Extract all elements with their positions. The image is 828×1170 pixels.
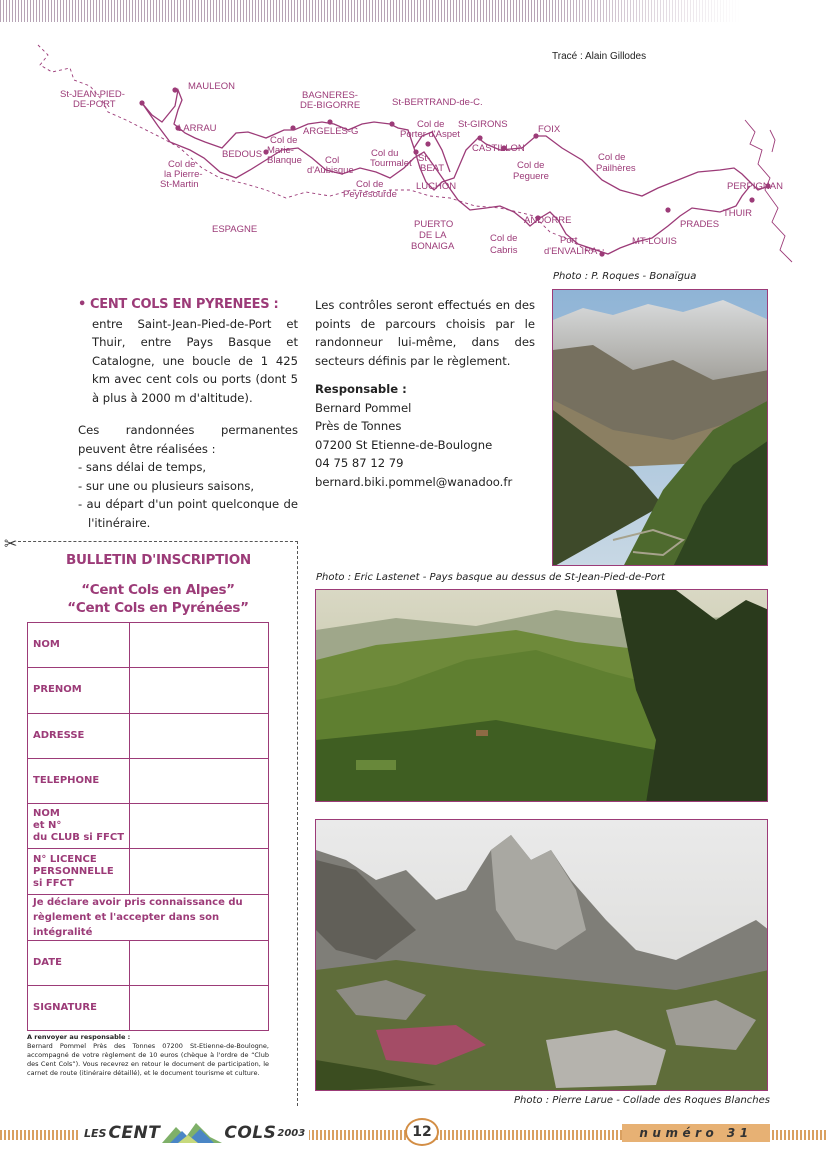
photo-credit-bonaigua: Photo : P. Roques - Bonaïgua (553, 271, 697, 282)
send-instructions (27, 1033, 269, 1078)
label-col-peyresourde-2: Peyresourde (343, 189, 397, 200)
label-argeles: ARGELES-G (303, 126, 359, 137)
label-castillon: CASTILLON (472, 143, 525, 154)
label-club-line: du CLUB si FFCT (33, 832, 125, 844)
intro-heading (78, 296, 298, 315)
label-col-peguere-1: Col de (517, 160, 545, 171)
controls-column (315, 296, 535, 491)
input-adresse[interactable] (130, 713, 269, 758)
label-licence-line: N° LICENCE (33, 853, 97, 865)
intro-paragraph-2: Ces randonnées permanentes peuvent être réalisées : (78, 423, 298, 456)
form-row-declaration (28, 894, 269, 940)
map-coast-line-2 (770, 130, 775, 152)
label-st-beat-2: BEAT (420, 163, 445, 174)
brand-year: 2003 (277, 1127, 306, 1139)
input-licence[interactable] (130, 849, 269, 894)
label-puerto-1: PUERTO (414, 219, 454, 230)
label-col-aubisque-1: Col (325, 155, 340, 166)
label-nom: NOM (28, 623, 130, 668)
form-subtitle-alpes: “Cent Cols en Alpes” (81, 582, 235, 598)
send-label: A renvoyer au responsable : (27, 1033, 131, 1041)
label-col-pailheres-2: Pailhères (596, 163, 636, 174)
form-row-club (28, 804, 269, 849)
photo-roques-blanches (315, 819, 768, 1091)
responsable-address-1: Près de Tonnes (315, 419, 402, 433)
label-col-pierre-3: St-Martin (160, 179, 199, 190)
form-subtitle-pyrenees: “Cent Cols en Pyrénées” (67, 600, 249, 616)
label-col-tourmalet-1: Col du (371, 148, 399, 159)
label-licence-line: PERSONNELLE (33, 865, 114, 877)
photo-pays-basque (315, 589, 768, 802)
intro-column (78, 296, 298, 532)
route-map (30, 40, 800, 265)
input-date[interactable] (130, 940, 269, 985)
label-port-envalira-2: d'ENVALIRA (544, 246, 598, 257)
label-club-line: et N° (33, 820, 62, 832)
label-st-jean-1: St-JEAN-PIED- (60, 89, 125, 100)
label-st-beat-1: St- (418, 153, 431, 164)
label-signature: SIGNATURE (28, 986, 130, 1031)
label-bedous: BEDOUS (222, 149, 263, 160)
responsable-email[interactable]: bernard.biki.pommel@wanadoo.fr (315, 474, 513, 489)
photo-bonaigua-image (553, 290, 768, 566)
label-puerto-2: DE LA (419, 230, 447, 241)
photo-credit-pays-basque: Photo : Eric Lastenet - Pays basque au dessus de St-Jean-Pied-de-Port (316, 572, 665, 583)
label-col-porter-2: Porter d'Aspet (400, 129, 460, 140)
intro-list-item: - sur une ou plusieurs saisons, (78, 478, 255, 493)
label-col-pailheres-1: Col de (598, 152, 626, 163)
label-andorre: ANDORRE (524, 215, 572, 226)
form-row-date (28, 940, 269, 985)
label-perpignan: PERPIGNAN (727, 181, 783, 192)
label-date: DATE (28, 940, 130, 985)
responsable-label: Responsable : (315, 382, 407, 396)
responsable-address-2: 07200 St Etienne-de-Boulogne (315, 437, 493, 452)
label-telephone: TELEPHONE (28, 758, 130, 803)
label-luchon: LUCHON (416, 181, 457, 192)
label-st-jean-2: DE-PORT (73, 99, 116, 110)
label-mauleon: MAULEON (188, 81, 235, 92)
photo-pays-basque-image (316, 590, 768, 802)
photo-bonaigua (552, 289, 768, 566)
label-prenom: PRENOM (28, 668, 130, 713)
label-col-pierre-2: la Pierre- (164, 169, 203, 180)
input-club[interactable] (130, 804, 269, 849)
label-col-aubisque-2: d'Aubisque (307, 165, 354, 176)
intro-list-item: - sans délai de temps, (78, 460, 207, 474)
label-st-girons: St-GIRONS (458, 119, 508, 130)
form-row-telephone (28, 758, 269, 803)
scissors-icon: ✂ (4, 534, 18, 553)
label-col-marie-1: Col de (270, 135, 298, 146)
intro-list-item: - au départ d'un point quelconque de l'itinéraire. (78, 497, 298, 530)
photo-roques-blanches-image (316, 820, 768, 1091)
map-credit: Tracé : Alain Gillodes (552, 51, 647, 62)
footer-brand-logo (80, 1120, 309, 1146)
intro-list (78, 458, 298, 532)
brand-cols: COLS (224, 1123, 277, 1143)
input-telephone[interactable] (130, 758, 269, 803)
brand-cent: CENT (108, 1123, 161, 1143)
label-col-tourmalet-2: Tourmalet (370, 158, 412, 169)
responsable-name: Bernard Pommel (315, 400, 412, 415)
label-port-envalira-1: Port (560, 235, 578, 246)
controls-paragraph: Les contrôles seront effectués en des points de parcours choisis par le randonneur lui-même, dans des secteurs définis par le règlement. (315, 298, 535, 368)
form-row-nom (28, 623, 269, 668)
form-row-adresse (28, 713, 269, 758)
label-club (28, 804, 130, 849)
label-club-line: NOM (33, 808, 60, 820)
form-row-signature (28, 986, 269, 1031)
send-text: Bernard Pommel Près des Tonnes 07200 St-Etienne-de-Boulogne, accompagné de votre règlement de 10 euros (chèque à l'ordre de “Club des Cent Cols”). Vous recevrez en retour le document de participation, le carnet de route (itinéraire détaillé), et le document tourisme et culture. (27, 1042, 269, 1077)
label-licence-line: si FFCT (33, 877, 74, 889)
label-adresse: ADRESSE (28, 713, 130, 758)
label-bagneres-2: DE-BIGORRE (300, 100, 361, 111)
brand-les: LES (84, 1126, 107, 1140)
label-col-cabris-2: Cabris (490, 245, 518, 256)
header-stripe-fade (540, 0, 828, 22)
responsable-phone: 04 75 87 12 79 (315, 456, 404, 470)
label-col-marie-2: Marie- (267, 145, 294, 156)
label-thuir: THUIR (723, 208, 753, 219)
input-signature[interactable] (130, 986, 269, 1031)
label-col-peguere-2: Peguere (513, 171, 549, 182)
input-nom[interactable] (130, 623, 269, 668)
form-row-prenom (28, 668, 269, 713)
label-espagne: ESPAGNE (212, 224, 258, 235)
input-prenom[interactable] (130, 668, 269, 713)
label-col-cabris-1: Col de (490, 233, 518, 244)
label-mt-louis: MT-LOUIS (632, 236, 677, 247)
declaration-text: Je déclare avoir pris connaissance du règlement et l'accepter dans son intégralité (28, 894, 269, 940)
label-prades: PRADES (680, 219, 720, 230)
label-bagneres-1: BAGNERES- (302, 90, 358, 101)
mountains-logo-icon (160, 1121, 224, 1145)
label-st-bertrand: St-BERTRAND-de-C. (392, 97, 483, 108)
intro-heading-text: CENT COLS EN PYRENEES : (90, 297, 279, 312)
label-foix: FOIX (538, 124, 561, 135)
label-col-peyresourde-1: Col de (356, 179, 384, 190)
photo-credit-roques: Photo : Pierre Larue - Collade des Roques Blanches (514, 1095, 770, 1106)
intro-paragraph-1: entre Saint-Jean-Pied-de-Port et Thuir, entre Pays Basque et Catalogne, une boucle de 1 425 km avec cent cols ou ports (dont 5 à plus à 2000 m d'altitude). (92, 316, 298, 405)
bullet-icon: • (78, 297, 87, 312)
label-puerto-3: BONAIGA (411, 241, 455, 252)
page-number: 12 (405, 1118, 439, 1146)
issue-number: numéro 31 (622, 1124, 770, 1142)
form-title: BULLETIN D'INSCRIPTION (66, 552, 251, 568)
form-row-licence (28, 849, 269, 894)
label-licence (28, 849, 130, 894)
label-larrau: LARRAU (178, 123, 217, 134)
label-col-marie-3: Blanque (267, 155, 302, 166)
registration-table (27, 622, 269, 1031)
label-col-pierre-1: Col de (168, 159, 196, 170)
label-col-porter-1: Col de (417, 119, 445, 130)
